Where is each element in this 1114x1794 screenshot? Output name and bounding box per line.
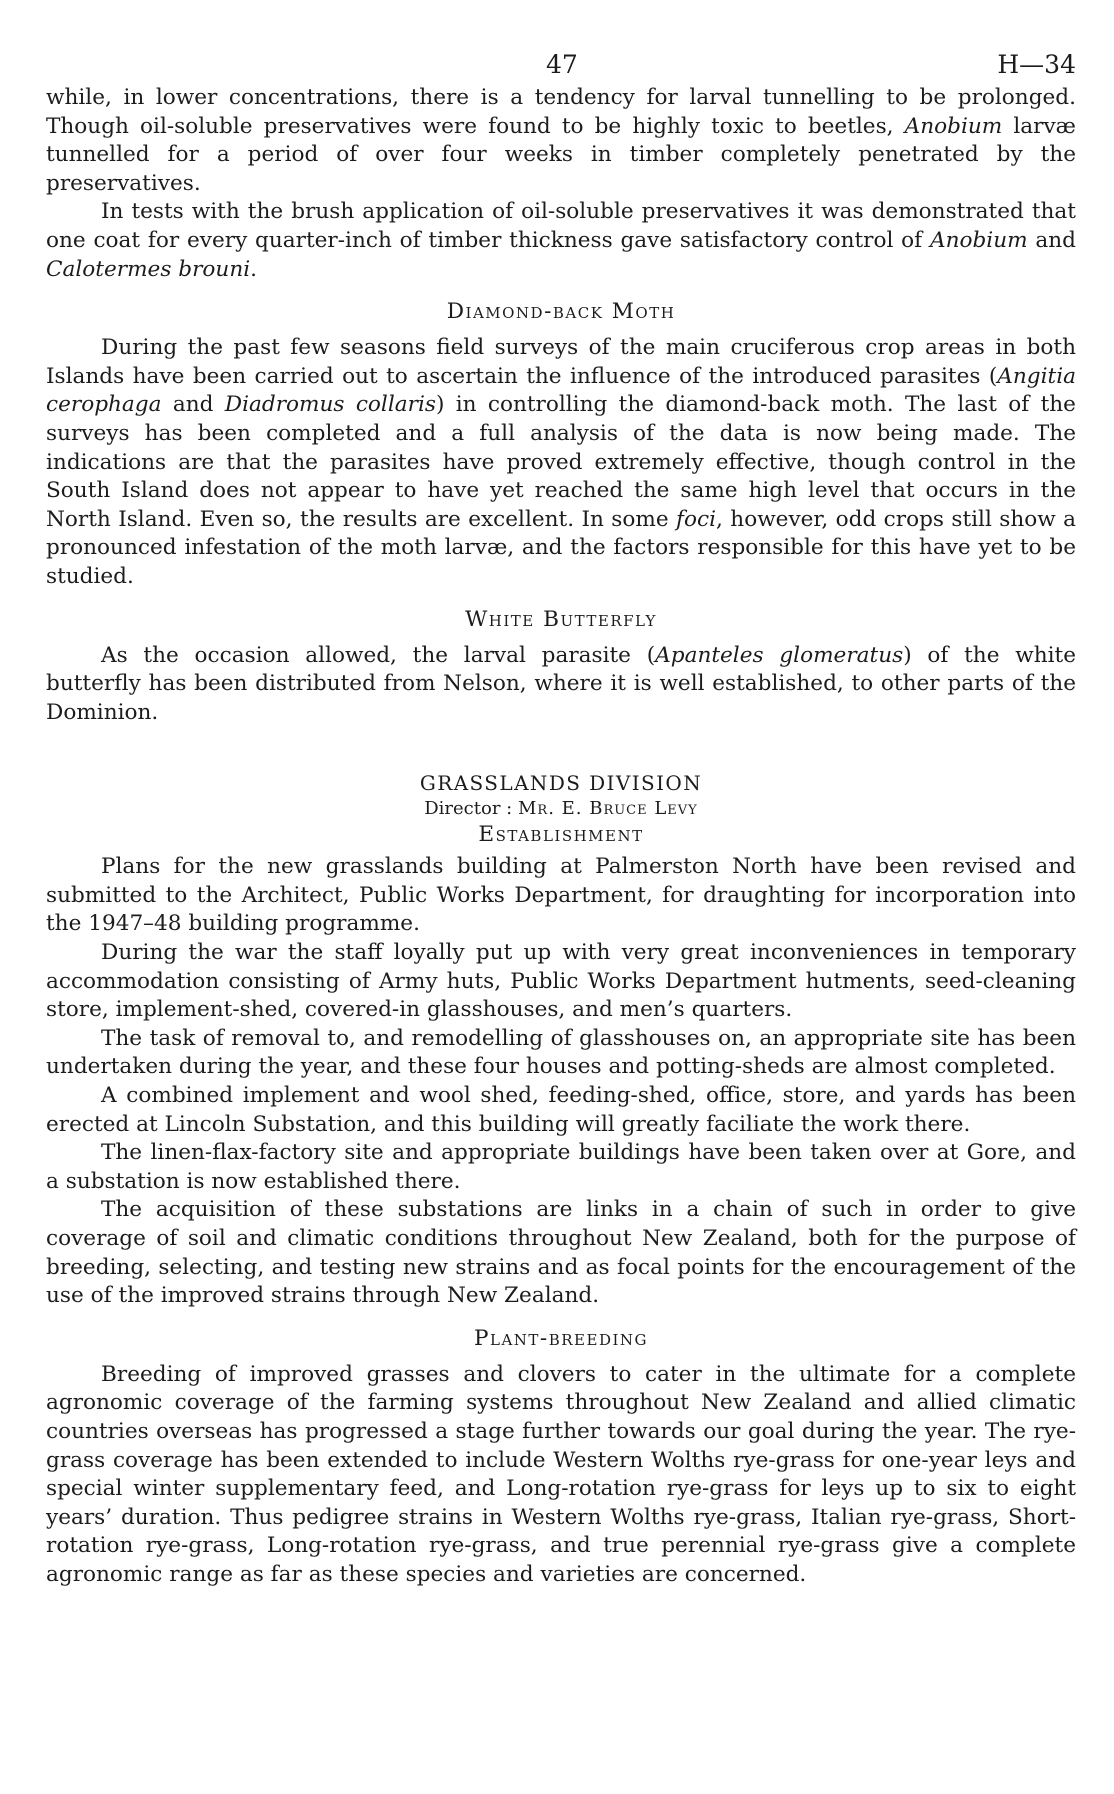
section-heading-white-butterfly: White Butterfly [465,606,657,632]
paragraph-new-building: Plans for the new grasslands building at Palmerston North have been revised and submitted to the Architect, Public Works Department, for draughting for incorporation into the 1947–48 building programme. [46,854,1076,937]
document-reference: H—34 [997,50,1076,79]
section-heading-diamond-back-moth: Diamond-back Moth [446,299,676,325]
section-heading-plant-breeding: Plant-breeding [473,1325,649,1351]
paragraph-white-butterfly: As the occasion allowed, the larval parasite (Apanteles glomeratus) of the white butterfly has been distributed from Nelson, where it is well established, to other parts of the Dominion. [46,642,1076,725]
paragraph-substation-acquisition: The acquisition of these substations are links in a chain of such in order to give coverage of soil and climatic conditions throughout New Zealand, both for the purpose of breeding, selecting, and testing new strains and as focal points for the encouragement of the use of the improved strains through New Zealand. [46,1197,1076,1309]
division-title: GRASSLANDS DIVISION [419,771,703,796]
paragraph-lincoln-substation: A combined implement and wool shed, feeding-shed, office, store, and yards has been erected at Lincoln Substation, and this building will greatly faciliate the work there. [46,1083,1076,1137]
page-header [46,44,1076,84]
paragraph-diamond-back-moth: During the past few seasons field surveys of the main cruciferous crop areas in both Islands have been carried out to ascertain the influence of the introduced parasites (Angitia cerophaga and Diadromus collaris) in controlling the diamond-back moth. The last of the surveys has been completed and a full analysis of the data is now being made. The indications are that the parasites have proved extremely effective, though control in the South Island does not appear to have yet reached the same high level that occurs in the North Island. Even so, the results are excellent. In some foci, however, odd crops still show a pronounced infestation of the moth larvæ, and the factors responsible for this have yet to be studied. [46,335,1076,589]
paragraph-brush-application: In tests with the brush application of oil-soluble preservatives it was demonstrated that one coat for every quarter-inch of timber thickness gave satisfactory control of Anobium and Calotermes brouni. [46,199,1076,282]
paragraph-gore-substation: The linen-flax-factory site and appropriate buildings have been taken over at Gore, and a substation is now established there. [46,1140,1076,1194]
paragraph-glasshouse-removal: The task of removal to, and remodelling of glasshouses on, an appropriate site has been undertaken during the year, and these four houses and potting-sheds are almost completed. [46,1025,1076,1080]
section-heading-establishment: Establishment [478,822,644,848]
paragraph-anobium-larvae: while, in lower concentrations, there is a tendency for larval tunnelling to be prolonged. Though oil-soluble preservatives were found to be highly toxic to beetles, Anobium larvæ tunnelled for a period of over four weeks in timber completely penetrated by the preservatives. [46,85,1076,196]
paragraph-war-accommodation: During the war the staff loyally put up with very great inconveniences in temporary accommodation consisting of Army huts, Public Works Department hutments, seed-cleaning store, implement-shed, covered-in glasshouses, and men’s quarters. [46,940,1076,1023]
page-number: 47 [546,50,578,79]
document-page [46,44,1076,1590]
director-line: Director : Mr. E. Bruce Levy [424,798,698,820]
paragraph-plant-breeding: Breeding of improved grasses and clovers to cater in the ultimate for a complete agronomic coverage of the farming systems throughout New Zealand and allied climatic countries overseas has progressed a stage further towards our goal during the year. The rye-grass coverage has been extended to include Western Wolths rye-grass for one-year leys and special winter supplementary feed, and Long-rotation rye-grass for leys up to six to eight years’ duration. Thus pedigree strains in Western Wolths rye-grass, Italian rye-grass, Short-rotation rye-grass, Long-rotation rye-grass, and true perennial rye-grass give a complete agronomic range as far as these species and varieties are concerned. [46,1361,1076,1587]
